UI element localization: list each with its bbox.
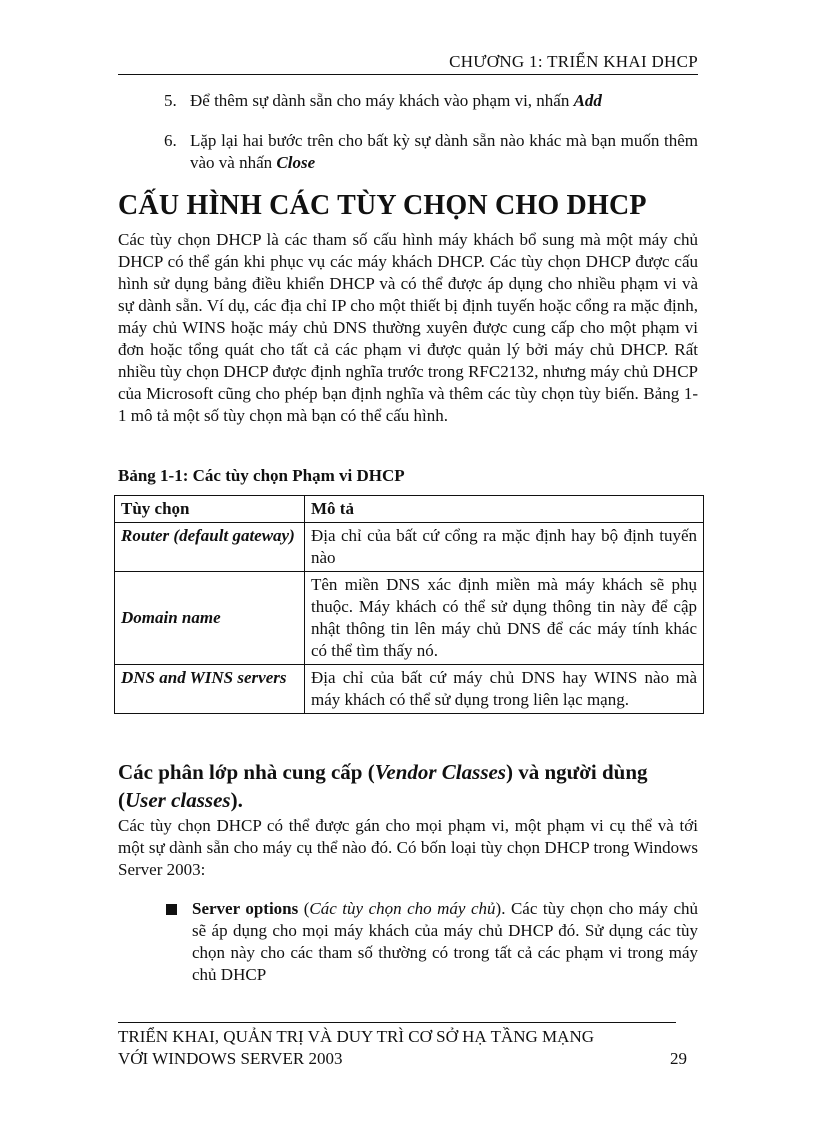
subsection-paragraph: Các tùy chọn DHCP có thể được gán cho mọi phạm vi, một phạm vi cụ thể và tới một sự dành sẵn cho máy cụ thể nào đó. Có bốn loại tùy chọn DHCP trong Windows Server 2003: — [118, 816, 698, 879]
chapter-header: CHƯƠNG 1: TRIỂN KHAI DHCP — [449, 52, 698, 71]
description-cell: Địa chỉ của bất cứ máy chủ DNS hay WINS nào mà máy khách có thể sử dụng trong liên lạc mạng. — [305, 665, 704, 714]
step-text: Để thêm sự dành sẵn cho máy khách vào phạm vi, nhấn — [190, 91, 570, 110]
bullet-text: Các tùy chọn cho máy chủ sẽ áp dụng cho mọi máy khách của máy chủ DHCP đó. Sử dụng các tùy chọn này cho các tham số thường có trong tất cả các phạm vi trong máy chủ DHCP — [192, 899, 698, 984]
step-emphasis: Close — [276, 153, 316, 172]
table-header-row — [115, 496, 704, 523]
bullet-term-gloss: Các tùy chọn cho máy chủ — [309, 899, 496, 918]
heading-italic: Vendor Classes — [374, 760, 506, 784]
table-row — [115, 523, 704, 572]
heading-text: ). — [230, 788, 243, 812]
heading-text: Các phân lớp nhà cung cấp ( — [118, 760, 375, 784]
section-paragraph: Các tùy chọn DHCP là các tham số cấu hình máy khách bổ sung mà một máy chủ DHCP có thể gán khi phục vụ các máy khách DHCP. Các tùy chọn DHCP được cấu hình sử dụng bảng điều khiển DHCP và có thể được áp dụng cho nhiều phạm vi và sự dành sẵn. Ví dụ, các địa chỉ IP cho một thiết bị định tuyến hoặc cổng ra mặc định, máy chủ WINS hoặc máy chủ DNS thường xuyên được cung cấp cho một phạm vi đơn hoặc tổng quát cho tất cả các phạm vi được quản lý bởi máy chủ DHCP. Rất nhiều tùy chọn DHCP được định nghĩa trước trong RFC2132, nhưng máy chủ DHCP của Microsoft cũng cho phép bạn định nghĩa và thêm các tùy chọn tùy biến. Bảng 1-1 mô tả một số tùy chọn mà bạn có thể cấu hình. — [118, 230, 698, 425]
table-row — [115, 572, 704, 665]
option-cell: Router (default gateway) — [115, 523, 305, 572]
column-header-option: Tùy chọn — [115, 496, 305, 523]
option-cell: DNS and WINS servers — [115, 665, 305, 714]
table-caption: Bảng 1-1: Các tùy chọn Phạm vi DHCP — [118, 466, 405, 485]
heading-text: ) và người dùng ( — [118, 760, 648, 812]
footer-line-1: TRIỂN KHAI, QUẢN TRỊ VÀ DUY TRÌ CƠ SỞ HẠ TẦNG MẠNG — [118, 1027, 594, 1046]
description-cell: Địa chỉ của bất cứ cổng ra mặc định hay bộ định tuyến nào — [305, 523, 704, 572]
header-rule — [118, 74, 698, 75]
subsection-heading — [118, 758, 678, 814]
step-6 — [164, 130, 698, 174]
heading-italic: User classes — [125, 788, 231, 812]
column-header-description: Mô tả — [305, 496, 704, 523]
book-title-footer — [118, 1026, 698, 1070]
step-emphasis: Add — [573, 91, 602, 110]
bullet-server-options: Server options (Các tùy chọn cho máy chủ). Các tùy chọn cho máy chủ sẽ áp dụng cho mọi máy khách của máy chủ DHCP đó. Sử dụng các tùy chọn này cho các tham số thường có trong tất cả các phạm vi trong máy chủ DHCP — [166, 898, 698, 986]
footer-line-2: VỚI WINDOWS SERVER 2003 — [118, 1049, 343, 1068]
page-number: 29 — [670, 1049, 687, 1068]
description-cell: Tên miền DNS xác định miền mà máy khách sẽ phụ thuộc. Máy khách có thể sử dụng thông tin này để cập nhật thông tin lên máy chủ DNS để các máy tính khác có thể tìm thấy nó. — [305, 572, 704, 665]
table-row — [115, 665, 704, 714]
step-text: Lặp lại hai bước trên cho bất kỳ sự dành sẵn nào khác mà bạn muốn thêm vào và nhấn — [190, 131, 698, 172]
dhcp-options-table — [114, 495, 704, 714]
step-number: 6. — [164, 131, 177, 150]
step-number: 5. — [164, 91, 177, 110]
option-cell: Domain name — [115, 572, 305, 665]
step-5 — [164, 90, 698, 112]
footer-rule — [118, 1022, 676, 1023]
section-heading: CẤU HÌNH CÁC TÙY CHỌN CHO DHCP — [118, 190, 647, 221]
square-bullet-icon — [166, 904, 177, 915]
bullet-term: Server options — [192, 899, 299, 918]
